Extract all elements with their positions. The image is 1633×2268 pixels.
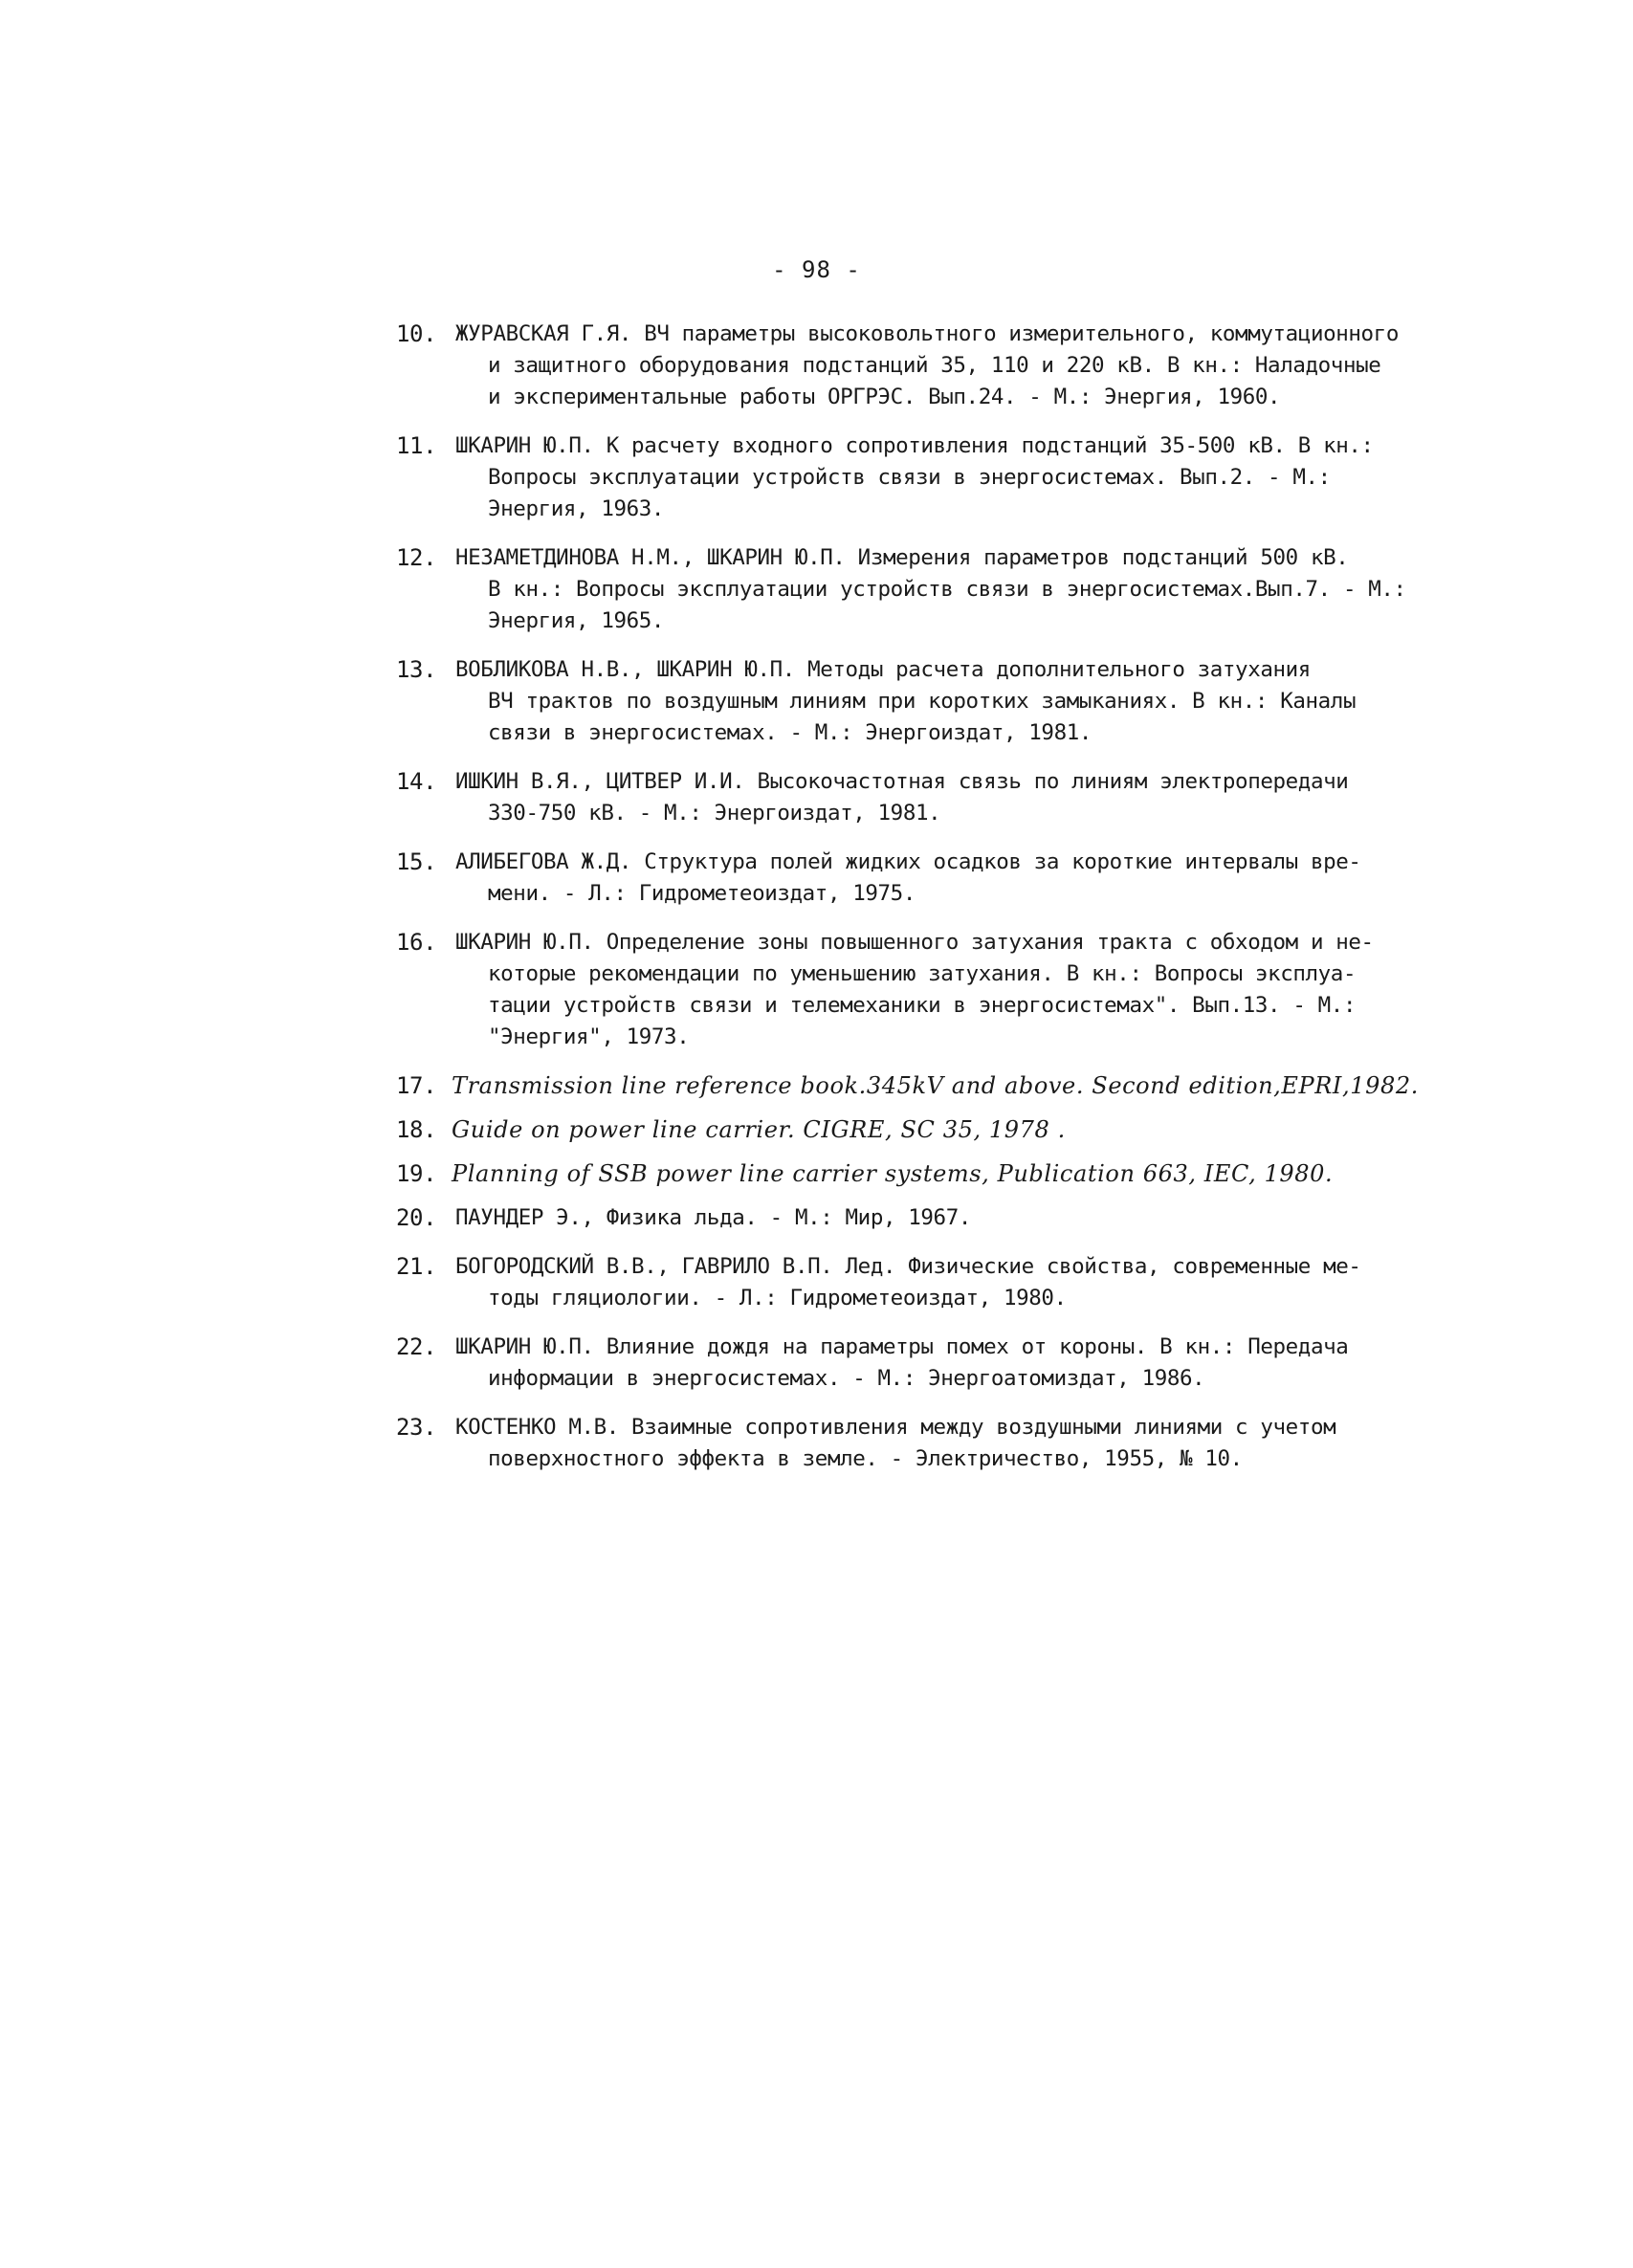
- reference-line: ШКАРИН Ю.П. Влияние дождя на параметры помех от короны. В кн.: Передача: [455, 1334, 1349, 1359]
- reference-line: Planning of SSB power line carrier systems, Publication 663, IEC, 1980.: [452, 1160, 1334, 1187]
- reference-line: КОСТЕНКО М.В. Взаимные сопротивления между воздушными линиями с учетом: [455, 1415, 1336, 1440]
- reference-line: Guide on power line carrier. CIGRE, SC 35, 1978 .: [452, 1116, 1066, 1143]
- reference-line: Transmission line reference book.345kV and above. Second edition,EPRI,1982.: [452, 1072, 1419, 1099]
- reference-number: 23.: [396, 1414, 437, 1441]
- reference-number: 22.: [396, 1333, 437, 1360]
- reference-item: [392, 927, 1406, 1053]
- reference-line: ИШКИН В.Я., ЦИТВЕР И.И. Высокочастотная связь по линиям электропередачи: [455, 769, 1349, 794]
- reference-item: [392, 1158, 1406, 1190]
- reference-line: и защитного оборудования подстанций 35, 110 и 220 кВ. В кн.: Наладочные: [488, 353, 1381, 378]
- reference-number: 17.: [396, 1072, 437, 1099]
- reference-item: [392, 1412, 1406, 1475]
- reference-item: [392, 1070, 1419, 1102]
- reference-number: 11.: [396, 432, 437, 459]
- reference-item: [392, 1332, 1406, 1395]
- reference-line: которые рекомендации по уменьшению затухания. В кн.: Вопросы эксплуа-: [488, 961, 1357, 986]
- reference-line: Энергия, 1965.: [488, 608, 665, 633]
- reference-line: ПАУНДЕР Э., Физика льда. - М.: Мир, 1967.: [455, 1205, 971, 1230]
- reference-line: Вопросы эксплуатации устройств связи в энергосистемах. Вып.2. - М.:: [488, 465, 1331, 490]
- page-number: - 98 -: [772, 256, 861, 283]
- reference-number: 15.: [396, 848, 437, 875]
- reference-item: [392, 847, 1406, 910]
- reference-item: [392, 430, 1406, 525]
- reference-line: тации устройств связи и телемеханики в энергосистемах". Вып.13. - М.:: [488, 993, 1357, 1018]
- reference-line: ВЧ трактов по воздушным линиям при коротких замыканиях. В кн.: Каналы: [488, 689, 1357, 714]
- reference-line: информации в энергосистемах. - М.: Энергоатомиздат, 1986.: [488, 1366, 1205, 1391]
- reference-number: 14.: [396, 768, 437, 795]
- reference-line: НЕЗАМЕТДИНОВА Н.М., ШКАРИН Ю.П. Измерения параметров подстанций 500 кВ.: [455, 545, 1349, 570]
- reference-line: тоды гляциологии. - Л.: Гидрометеоиздат, 1980.: [488, 1286, 1067, 1310]
- reference-item: [392, 654, 1406, 749]
- reference-line: 330-750 кВ. - М.: Энергоиздат, 1981.: [488, 801, 941, 826]
- reference-number: 19.: [396, 1160, 437, 1187]
- reference-line: Энергия, 1963.: [488, 496, 665, 521]
- reference-number: 13.: [396, 656, 437, 683]
- reference-item: [392, 1114, 1406, 1146]
- reference-line: ЖУРАВСКАЯ Г.Я. ВЧ параметры высоковольтного измерительного, коммутационного: [455, 321, 1399, 346]
- reference-line: В кн.: Вопросы эксплуатации устройств связи в энергосистемах.Вып.7. - М.:: [488, 577, 1406, 602]
- reference-item: [392, 542, 1406, 637]
- reference-number: 10.: [396, 320, 437, 347]
- reference-item: [392, 1202, 1406, 1234]
- reference-line: ШКАРИН Ю.П. К расчету входного сопротивления подстанций 35-500 кВ. В кн.:: [455, 433, 1374, 458]
- reference-item: [392, 319, 1406, 413]
- reference-number: 21.: [396, 1253, 437, 1280]
- reference-line: БОГОРОДСКИЙ В.В., ГАВРИЛО В.П. Лед. Физические свойства, современные ме-: [455, 1254, 1361, 1279]
- reference-line: АЛИБЕГОВА Ж.Д. Структура полей жидких осадков за короткие интервалы вре-: [455, 849, 1361, 874]
- reference-line: "Энергия", 1973.: [488, 1024, 690, 1049]
- reference-line: и экспериментальные работы ОРГРЭС. Вып.24. - М.: Энергия, 1960.: [488, 385, 1281, 409]
- reference-item: [392, 766, 1406, 829]
- reference-list: [392, 319, 1419, 1492]
- reference-line: связи в энергосистемах. - М.: Энергоиздат, 1981.: [488, 720, 1092, 745]
- reference-line: ШКАРИН Ю.П. Определение зоны повышенного затухания тракта с обходом и не-: [455, 930, 1374, 955]
- reference-number: 12.: [396, 544, 437, 571]
- reference-line: ВОБЛИКОВА Н.В., ШКАРИН Ю.П. Методы расчета дополнительного затухания: [455, 657, 1311, 682]
- reference-line: поверхностного эффекта в земле. - Электричество, 1955, № 10.: [488, 1446, 1243, 1471]
- reference-number: 16.: [396, 929, 437, 956]
- reference-number: 18.: [396, 1116, 437, 1143]
- reference-item: [392, 1251, 1406, 1314]
- reference-line: мени. - Л.: Гидрометеоиздат, 1975.: [488, 881, 916, 906]
- reference-number: 20.: [396, 1204, 437, 1231]
